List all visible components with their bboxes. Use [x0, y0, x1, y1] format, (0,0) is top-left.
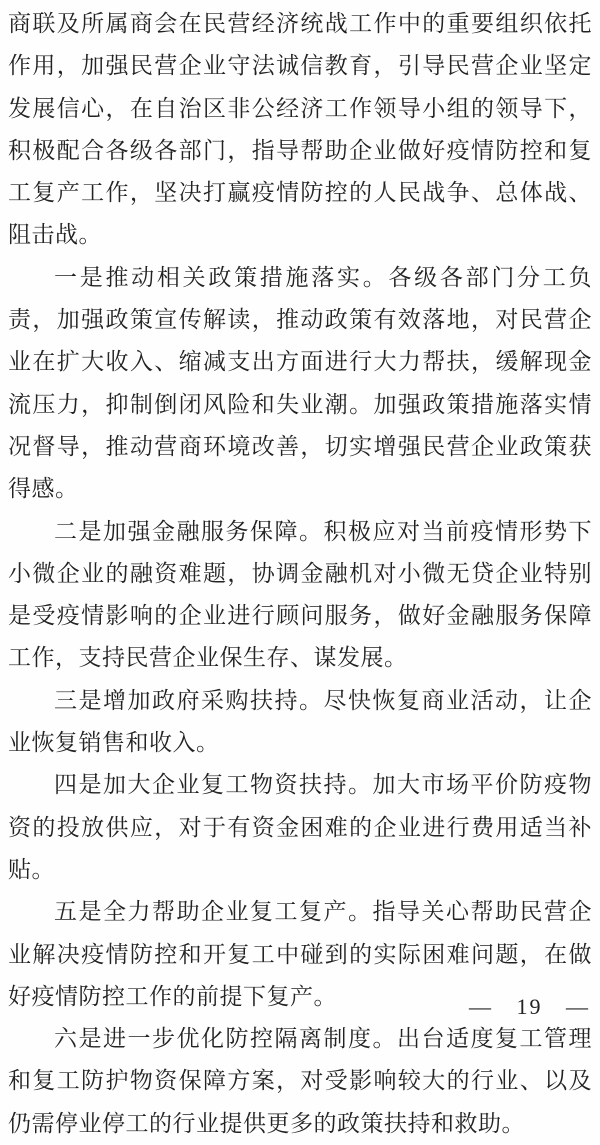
paragraph-point-4: 四是加大企业复工物资扶持。加大市场平价防疫物资的投放供应，对于有资金困难的企业进行费用适当补贴。 — [8, 772, 592, 882]
paragraph-point-6: 六是进一步优化防控隔离制度。出台适度复工管理和复工防护物资保障方案，对受影响较大的行业、以及仍需停业停工的行业提供更多的政策扶持和救助。 — [8, 1026, 592, 1136]
page-number: — 19 — — [469, 994, 590, 1019]
document-body-text — [8, 3, 592, 1145]
paragraph-point-2: 二是加强金融服务保障。积极应对当前疫情形势下小微企业的融资难题，协调金融机对小微无贷企业特别是受疫情影响的企业进行顾问服务，做好金融服务保障工作，支持民营企业保生存、谋发展。 — [8, 518, 592, 671]
paragraph-point-1: 一是推动相关政策措施落实。各级各部门分工负责，加强政策宣传解读，推动政策有效落地，对民营企业在扩大收入、缩减支出方面进行大力帮扶，缓解现金流压力，抑制倒闭风险和失业潮。加强政策措施落实情况督导，推动营商环境改善，切实增强民营企业政策获得感。 — [8, 264, 592, 502]
paragraph-point-5: 五是全力帮助企业复工复产。指导关心帮助民营企业解决疫情防控和开复工中碰到的实际困难问题，在做好疫情防控工作的前提下复产。 — [8, 899, 592, 1009]
paragraph-point-3: 三是增加政府采购扶持。尽快恢复商业活动，让企业恢复销售和收入。 — [8, 687, 592, 756]
paragraph-continuation: 商联及所属商会在民营经济统战工作中的重要组织依托作用，加强民营企业守法诚信教育，引导民营企业坚定发展信心，在自治区非公经济工作领导小组的领导下，积极配合各级各部门，指导帮助企业做好疫情防控和复工复产工作，坚决打赢疫情防控的人民战争、总体战、阻击战。 — [8, 11, 592, 248]
